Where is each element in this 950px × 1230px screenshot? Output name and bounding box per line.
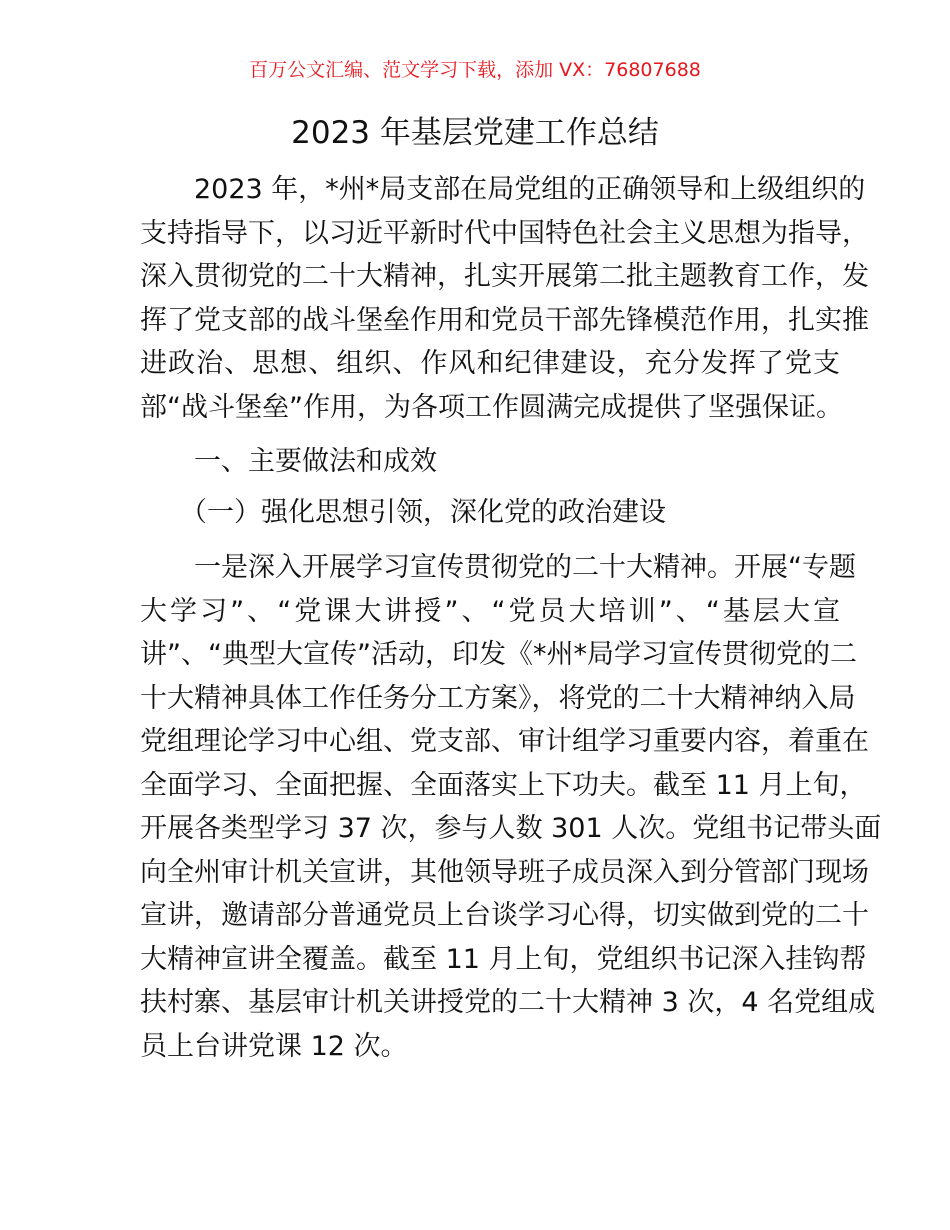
text-line: 支持指导下，以习近平新时代中国特色社会主义思想为指导，: [140, 217, 869, 249]
text-line: 宣讲，邀请部分普通党员上台谈学习心得，切实做到党的二十: [140, 900, 869, 931]
text-line: 开展各类型学习 37 次，参与人数 301 人次。党组书记带头面: [140, 813, 882, 844]
body-paragraph: [140, 546, 882, 1068]
text-line: 全面学习、全面把握、全面落实上下功夫。截至 11 月上旬，: [140, 769, 867, 801]
text-line: 大学习”、“党课大讲授”、“党员大培训”、“基层大宣: [140, 595, 840, 627]
text-line: 2023 年，*州*局支部在局党组的正确领导和上级组织的: [194, 174, 866, 205]
text-line: 一是深入开展学习宣传贯彻党的二十大精神。开展“专题: [194, 552, 856, 583]
watermark-header: 百万公文汇编、范文学习下载，添加 VX：76807688: [249, 59, 701, 81]
text-line: 挥了党支部的战斗堡垒作用和党员干部先锋模范作用，扎实推: [140, 304, 869, 336]
intro-paragraph: [140, 168, 869, 429]
text-line: 讲”、“典型大宣传”活动，印发《*州*局学习宣传贯彻党的二: [140, 639, 857, 670]
section-heading: 一、主要做法和成效: [194, 446, 437, 477]
subsection-heading: （一）强化思想引领，深化党的政治建设: [180, 497, 666, 528]
text-line: 向全州审计机关宣讲，其他领导班子成员深入到分管部门现场: [140, 856, 869, 888]
text-line: 深入贯彻党的二十大精神，扎实开展第二批主题教育工作，发: [140, 261, 869, 292]
text-line: 大精神宣讲全覆盖。截至 11 月上旬，党组织书记深入挂钩帮: [140, 943, 867, 975]
document-title: 2023 年基层党建工作总结: [291, 115, 659, 151]
text-line: 扶村寨、基层审计机关讲授党的二十大精神 3 次，4 名党组成: [140, 987, 876, 1018]
text-line: 进政治、思想、组织、作风和纪律建设，充分发挥了党支: [140, 348, 840, 379]
text-line: 部“战斗堡垒”作用，为各项工作圆满完成提供了坚强保证。: [140, 391, 843, 423]
text-line: 员上台讲党课 12 次。: [140, 1030, 408, 1062]
text-line: 十大精神具体工作任务分工方案》，将党的二十大精神纳入局: [140, 682, 856, 714]
text-line: 党组理论学习中心组、党支部、审计组学习重要内容，着重在: [140, 726, 869, 757]
